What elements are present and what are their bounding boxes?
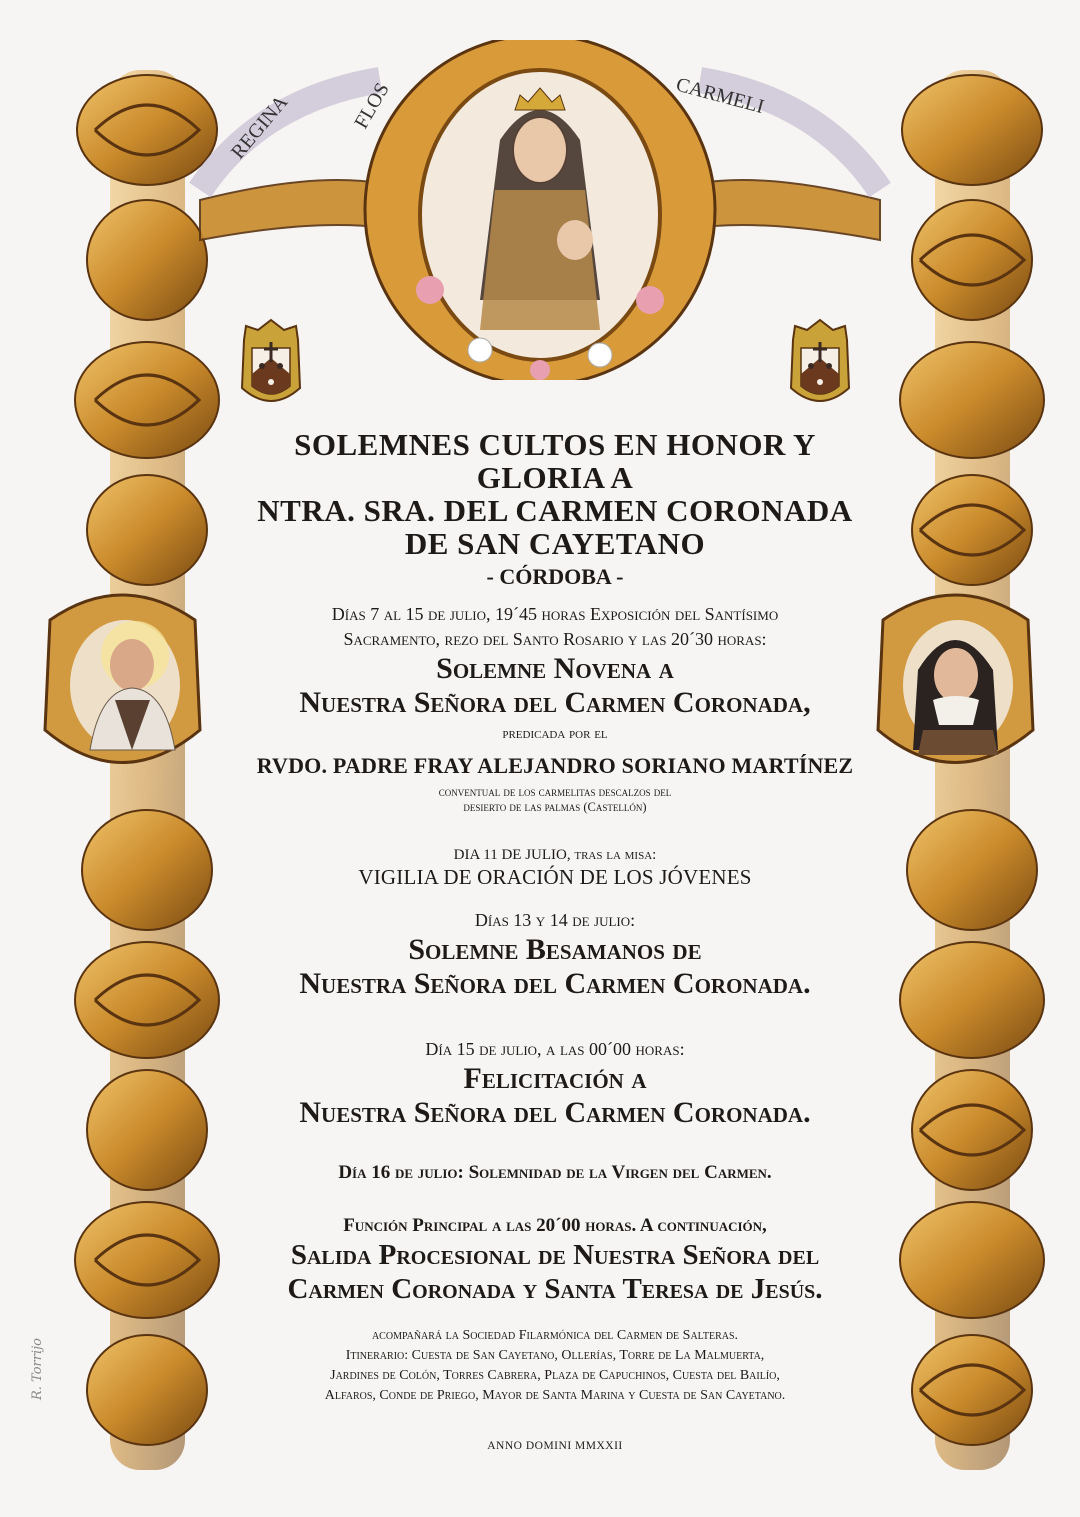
page-title-line-1: SOLEMNES CULTOS EN HONOR Y GLORIA A xyxy=(294,427,816,495)
novena-schedule-line-2: Sacramento, rezo del Santo Rosario y las 20´30 horas: xyxy=(343,629,767,649)
footer-year: ANNO DOMINI MMXXII xyxy=(487,1440,623,1452)
besamanos-title-line-2: Nuestra Señora del Carmen Coronada. xyxy=(299,967,811,1000)
preacher-name: RVDO. PADRE FRAY ALEJANDRO SORIANO MARTÍNEZ xyxy=(256,753,854,778)
right-carmelite-crest-icon xyxy=(787,318,853,414)
felicitacion-title-line-1: Felicitación a xyxy=(463,1062,647,1095)
ribbon-word-flos: FLOS xyxy=(350,79,394,133)
saint-john-portrait xyxy=(40,580,205,785)
itinerary-line-3: Jardines de Colón, Torres Cabrera, Plaza de Capuchinos, Cuesta del Bailío, xyxy=(330,1368,780,1383)
city-subtitle: - CÓRDOBA - xyxy=(486,564,624,589)
page-title-line-2: NTRA. SRA. DEL CARMEN CORONADA xyxy=(257,493,853,528)
felicitacion-title-line-2: Nuestra Señora del Carmen Coronada. xyxy=(299,1096,811,1129)
artist-signature: R. Torrijo xyxy=(30,1338,45,1400)
besamanos-date: Días 13 y 14 de julio: xyxy=(474,910,636,930)
ribbon-word-carmeli: CARMELI xyxy=(673,73,767,119)
ribbon-word-regina: REGINA xyxy=(226,91,293,164)
left-carmelite-crest-icon xyxy=(238,318,304,414)
procession-title-line-2: Carmen Coronada y Santa Teresa de Jesús. xyxy=(287,1273,823,1305)
procession-title-line-1: Salida Procesional de Nuestra Señora del xyxy=(290,1239,820,1271)
vigil-date: DIA 11 DE JULIO, tras la misa: xyxy=(453,847,657,863)
vigil-title: VIGILIA DE ORACIÓN DE LOS JÓVENES xyxy=(358,865,752,889)
itinerary-line-1: acompañará la Sociedad Filarmónica del Carmen de Salteras. xyxy=(371,1328,739,1343)
novena-schedule-line-1: Días 7 al 15 de julio, 19´45 horas Exposición del Santísimo xyxy=(331,604,779,624)
novena-title-line-2: Nuestra Señora del Carmen Coronada, xyxy=(299,686,811,719)
funcion-text: Función Principal a las 20´00 horas. A continuación, xyxy=(343,1215,767,1236)
preacher-info-line-2: desierto de las palmas (Castellón) xyxy=(463,800,647,814)
novena-preached-by: predicada por el xyxy=(502,726,608,742)
felicitacion-date: Día 15 de julio, a las 00´00 horas: xyxy=(425,1039,685,1059)
saint-teresa-portrait xyxy=(873,580,1038,785)
page-title-line-3: DE SAN CAYETANO xyxy=(404,526,706,561)
novena-title-line-1: Solemne Novena a xyxy=(436,652,674,685)
announcement-text xyxy=(245,428,865,1452)
solemnidad-text: Día 16 de julio: Solemnidad de la Virgen del Carmen. xyxy=(338,1162,772,1183)
besamanos-title-line-1: Solemne Besamanos de xyxy=(408,933,702,966)
preacher-info-line-1: conventual de los carmelitas descalzos del xyxy=(438,785,672,799)
itinerary-line-2: Itinerario: Cuesta de San Cayetano, Ollerías, Torre de La Malmuerta, xyxy=(345,1348,765,1363)
itinerary-line-4: Alfaros, Conde de Priego, Mayor de Santa Marina y Cuesta de San Cayetano. xyxy=(324,1388,786,1403)
